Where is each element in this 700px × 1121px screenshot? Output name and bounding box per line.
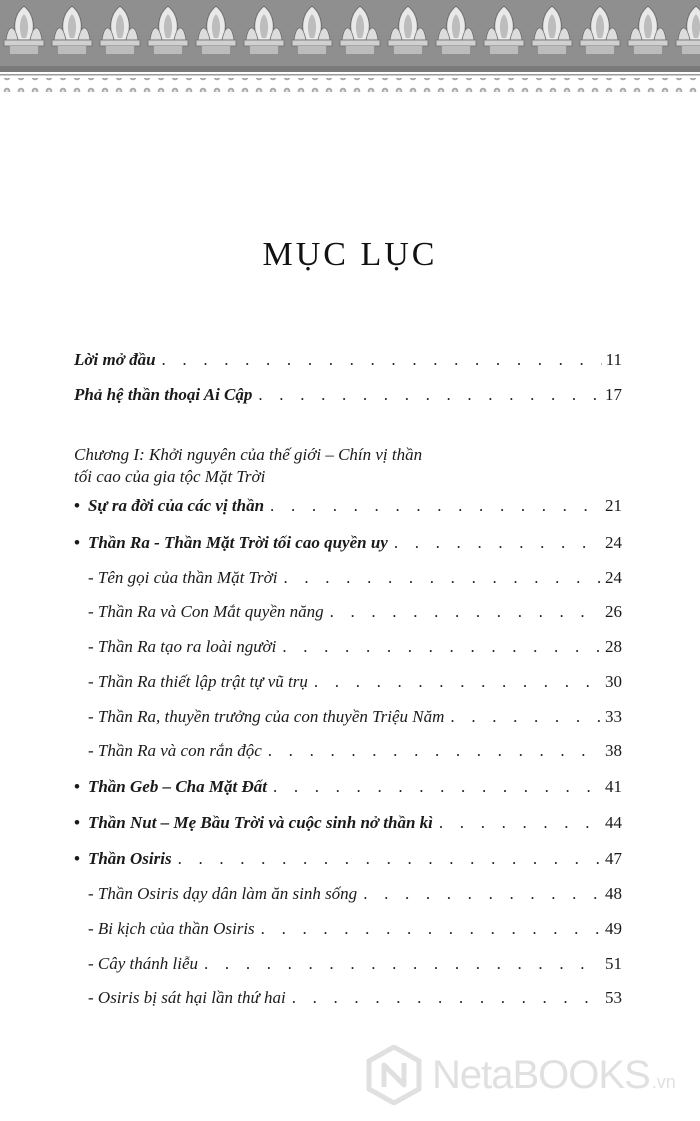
- toc-subentry: [74, 988, 622, 1008]
- toc-entry-label: - Osiris bị sát hại lần thứ hai: [88, 988, 286, 1007]
- bullet-icon: •: [74, 813, 80, 832]
- leader-dots: [204, 954, 601, 974]
- toc-subentry: [74, 568, 622, 588]
- leader-dots: [283, 568, 601, 588]
- toc-entry-page: 24: [605, 568, 622, 587]
- leader-dots: [162, 350, 602, 370]
- toc-entry-page: 53: [605, 988, 622, 1007]
- leader-dots: [330, 602, 601, 622]
- toc-entry-page: 38: [605, 741, 622, 760]
- toc-entry-label: - Thần Ra và con rắn độc: [88, 741, 262, 760]
- toc-entry-page: 21: [605, 496, 622, 515]
- toc-entry-page: 51: [605, 954, 622, 973]
- toc-subentry: [74, 884, 622, 904]
- toc-entry: [74, 533, 622, 553]
- toc-entry: [74, 849, 622, 869]
- leader-dots: [261, 919, 601, 939]
- leader-dots: [292, 988, 601, 1008]
- toc-subentry: [74, 741, 622, 761]
- leader-dots: [394, 533, 601, 553]
- toc-subentry: [74, 637, 622, 657]
- chapter-heading-line-1: Chương I: Khởi nguyên của thế giới – Chín vị thần: [74, 445, 423, 464]
- leader-dots: [270, 496, 601, 516]
- toc-subentry: [74, 672, 622, 692]
- toc-subentry: [74, 707, 622, 727]
- toc-entry-label: • Thần Ra - Thần Mặt Trời tối cao quyền uy: [74, 533, 388, 552]
- leader-dots: [282, 637, 601, 657]
- toc-entry-page: 26: [605, 602, 622, 621]
- toc-entry: [74, 496, 622, 516]
- toc-entry-page: 28: [605, 637, 622, 656]
- leader-dots: [273, 777, 601, 797]
- netabooks-logo-icon: [366, 1045, 422, 1105]
- leader-dots: [268, 741, 601, 761]
- toc-entry-page: 30: [605, 672, 622, 691]
- toc-entry: [74, 385, 622, 405]
- toc-entry-page: 17: [605, 385, 622, 404]
- bullet-icon: •: [74, 496, 80, 515]
- toc-subentry: [74, 602, 622, 622]
- leader-dots: [314, 672, 601, 692]
- toc-entry-label: Phả hệ thần thoại Ai Cập: [74, 385, 253, 404]
- toc-subentry: [74, 954, 622, 974]
- toc-entry-label: • Sự ra đời của các vị thần: [74, 496, 265, 515]
- toc-entry-label: - Bi kịch của thần Osiris: [88, 919, 255, 938]
- toc-entry-label: - Thần Ra tạo ra loài người: [88, 637, 277, 656]
- leader-dots: [439, 813, 601, 833]
- toc-entry-page: 11: [605, 350, 622, 369]
- toc-entry-page: 49: [605, 919, 622, 938]
- toc-entry-page: 33: [605, 707, 622, 726]
- toc-entry-label: - Tên gọi của thần Mặt Trời: [88, 568, 278, 587]
- toc-entry-page: 44: [605, 813, 622, 832]
- toc-entry-label: - Thần Ra và Con Mắt quyền năng: [88, 602, 324, 621]
- toc-entry-page: 47: [605, 849, 622, 868]
- toc-entry-label: • Thần Nut – Mẹ Bầu Trời và cuộc sinh nở thần kì: [74, 813, 433, 832]
- toc-entry-label: - Cây thánh liễu: [88, 954, 199, 973]
- chapter-heading: [74, 444, 494, 488]
- toc-entry-label: • Thần Geb – Cha Mặt Đất: [74, 777, 267, 796]
- toc-entry-label: - Thần Osiris dạy dân làm ăn sinh sống: [88, 884, 358, 903]
- toc-entry-label: Lời mở đầu: [74, 350, 156, 369]
- toc-entry-page: 24: [605, 533, 622, 552]
- toc-entry: [74, 777, 622, 797]
- leader-dots: [450, 707, 601, 727]
- watermark: [366, 1040, 686, 1110]
- toc-entry-page: 41: [605, 777, 622, 796]
- toc-entry-label: - Thần Ra thiết lập trật tự vũ trụ: [88, 672, 308, 691]
- page-title: MỤC LỤC: [262, 236, 438, 273]
- bullet-icon: •: [74, 849, 80, 868]
- decorative-border-banner: [0, 0, 700, 100]
- toc-entry: [74, 813, 622, 833]
- toc-entry-label: - Thần Ra, thuyền trưởng của con thuyền Triệu Năm: [88, 707, 445, 726]
- toc-entry-label: • Thần Osiris: [74, 849, 172, 868]
- leader-dots: [178, 849, 601, 869]
- toc-entry: [74, 350, 622, 370]
- bullet-icon: •: [74, 777, 80, 796]
- chapter-heading-line-2: tối cao của gia tộc Mặt Trời: [74, 467, 266, 486]
- toc-subentry: [74, 919, 622, 939]
- bullet-icon: •: [74, 533, 80, 552]
- toc-entry-page: 48: [605, 884, 622, 903]
- leader-dots: [363, 884, 601, 904]
- leader-dots: [258, 385, 601, 405]
- watermark-brand: NetaBOOKS: [432, 1052, 650, 1097]
- watermark-suffix: .vn: [651, 1071, 676, 1092]
